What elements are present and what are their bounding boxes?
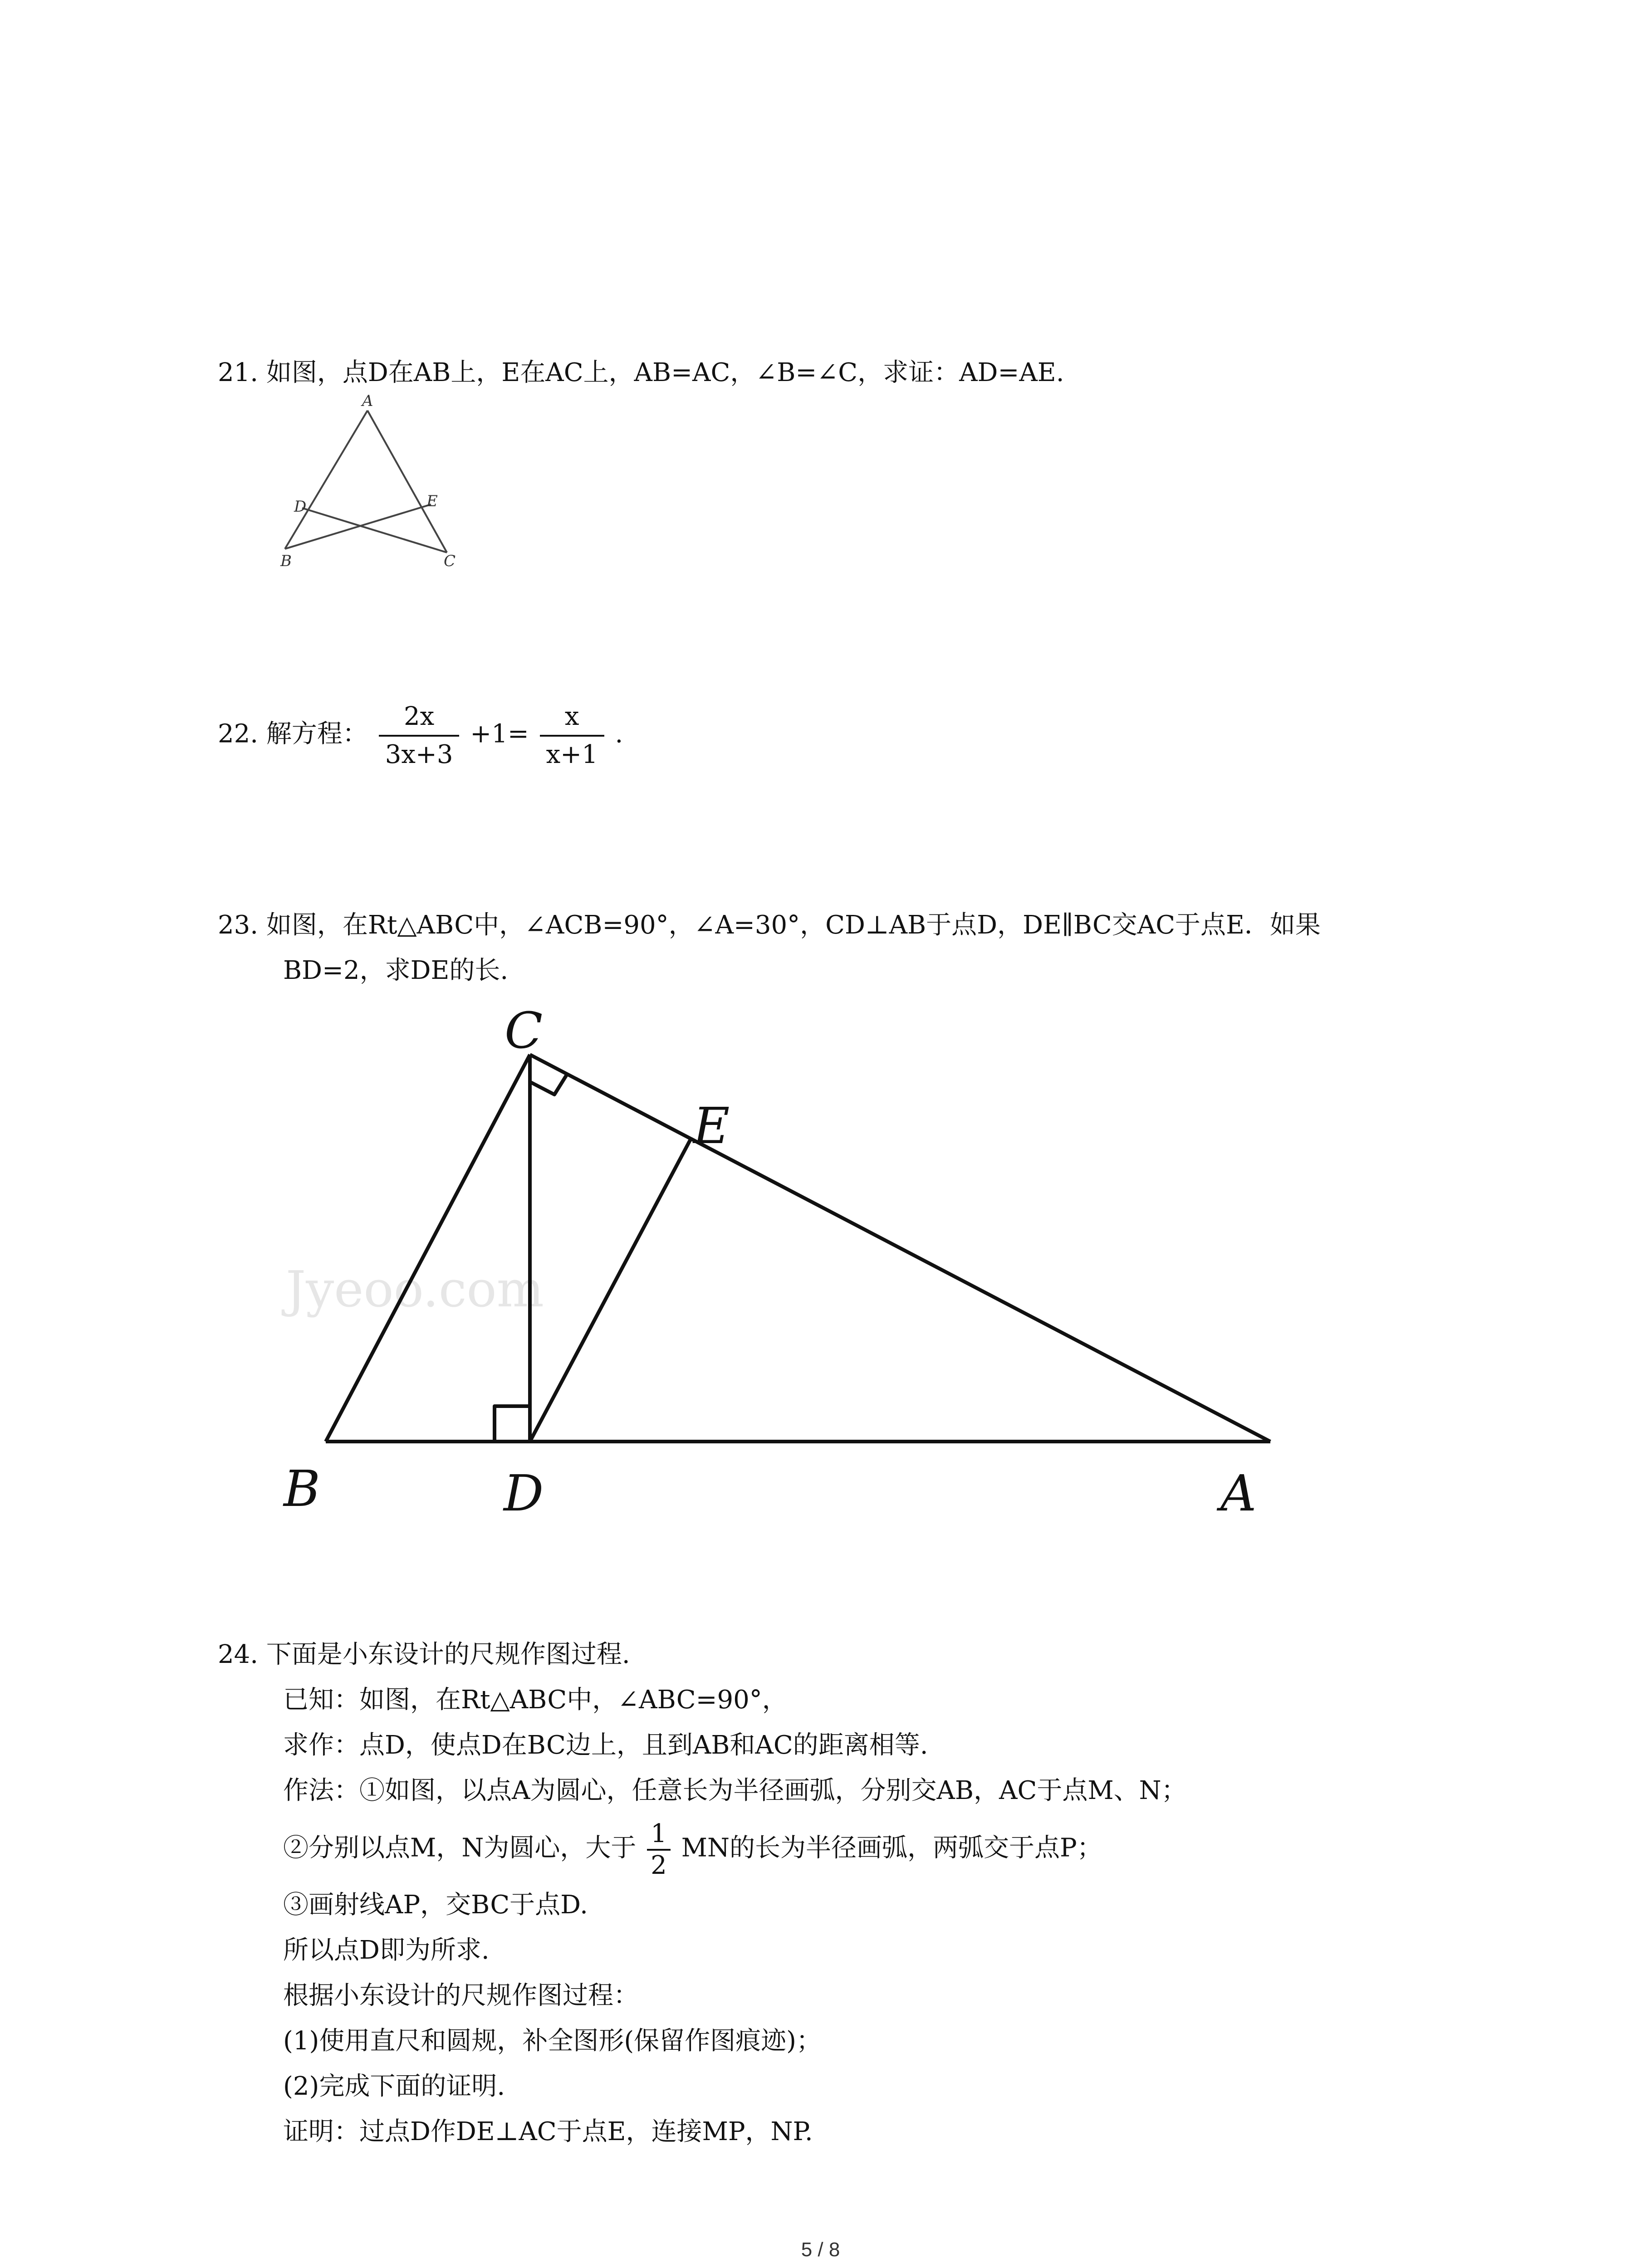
step-2-after: MN的长为半径画弧，两弧交于点P；	[681, 1833, 1102, 1863]
question-number: 22.	[218, 719, 259, 749]
label-d: D	[504, 1464, 544, 1522]
page-number: 5 / 8	[801, 2239, 840, 2261]
label-c: C	[444, 552, 456, 570]
label-e: E	[693, 1097, 730, 1155]
step-3: ③画射线AP，交BC于点D.	[283, 1890, 588, 1920]
fraction-numerator: 2x	[379, 699, 460, 737]
question-text: 如图，点D在AB上，E在AC上，AB=AC，∠B=∠C，求证：AD=AE.	[266, 358, 1064, 387]
step-2	[283, 1819, 1102, 1881]
fraction-denominator: x+1	[546, 740, 598, 769]
watermark: Jyeoo.com	[286, 1260, 544, 1318]
equation-prefix: 解方程：	[266, 719, 368, 749]
fraction-denominator: 2	[651, 1851, 667, 1880]
question-number: 21.	[218, 358, 259, 387]
question-24	[218, 1632, 630, 1677]
label-b: B	[284, 1460, 320, 1518]
label-b: B	[280, 552, 292, 570]
part-2: (2)完成下面的证明.	[283, 2072, 505, 2101]
label-a: A	[362, 392, 373, 410]
question-text-line1: 如图，在Rt△ABC中，∠ACB=90°，∠A=30°，CD⊥AB于点D，DE∥BC交AC于点E．如果	[266, 910, 1321, 940]
question-title: 下面是小东设计的尺规作图过程.	[266, 1640, 630, 1669]
label-d: D	[294, 498, 307, 516]
find-line: 求作：点D，使点D在BC边上，且到AB和AC的距离相等.	[283, 1730, 928, 1760]
fraction-half	[647, 1819, 671, 1881]
question-number: 24.	[218, 1640, 259, 1669]
equation-middle: +1=	[470, 719, 529, 749]
conclusion-line: 所以点D即为所求.	[283, 1936, 490, 1965]
question-23-line2: BD=2，求DE的长.	[283, 956, 509, 985]
given-line: 已知：如图，在Rt△ABC中，∠ABC=90°，	[283, 1685, 788, 1715]
fraction-numerator: x	[540, 699, 604, 737]
question-number: 23.	[218, 910, 259, 940]
label-e: E	[426, 492, 438, 510]
equation-suffix: .	[615, 719, 623, 749]
proof-line: 证明：过点D作DE⊥AC于点E，连接MP，NP.	[283, 2117, 813, 2146]
label-a: A	[1220, 1464, 1257, 1522]
fraction-denominator: 3x+3	[385, 740, 453, 769]
according-line: 根据小东设计的尺规作图过程：	[283, 1981, 639, 2010]
fraction-numerator: 1	[647, 1819, 671, 1851]
step-2-before: ②分别以点M，N为圆心，大于	[283, 1833, 637, 1863]
step-1: 作法：①如图，以点A为圆心，任意长为半径画弧，分别交AB，AC于点M、N；	[283, 1776, 1187, 1805]
part-1: (1)使用直尺和圆规，补全图形(保留作图痕迹)；	[283, 2026, 822, 2056]
label-c: C	[505, 1002, 543, 1060]
